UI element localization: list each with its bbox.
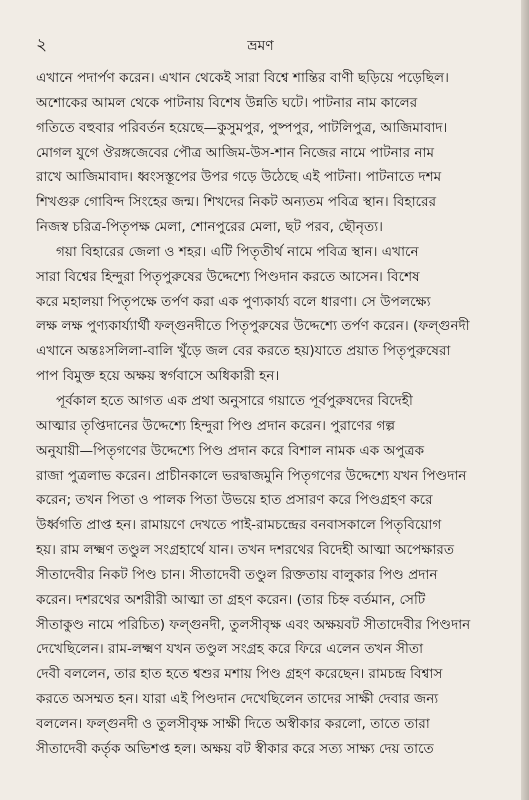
text-line: দেখেছিলেন। রাম-লক্ষ্মণ যখন তণ্ডুল সংগ্রহ করে ফিরে এলেন তখন সীতা xyxy=(36,641,424,658)
text-line: অনুযায়ী—পিতৃগণের উদ্দেশ্যে পিণ্ড প্রদান করে বিশাল নামক এক অপুত্রক xyxy=(36,442,425,459)
text-line: দেবী বললেন, তার হাত হতে শ্বশুর মশায় পিণ্ড গ্রহণ করেছেন। রামচন্দ্র বিশ্বাস xyxy=(36,666,443,683)
text-line: করতে অসম্মত হন। যারা এই পিণ্ডদান দেখেছিলেন তাদের সাক্ষী দেবার জন্য xyxy=(36,691,439,708)
page-number: ২ xyxy=(36,35,48,55)
text-line: করেন; তখন পিতা ও পালক পিতা উভয়ে হাত প্রসারণ করে পিণ্ডগ্রহণ করে xyxy=(36,492,433,509)
text-line: করেন। দশরথের অশরীরী আত্মা তা গ্রহণ করেন। (তার চিহ্ন বর্তমান, সেটি xyxy=(36,591,426,608)
text-line: গতিতে বহুবার পরিবর্তন হয়েছে—কুসুমপুর, পুষ্পপুর, পাটলিপুত্র, আজিমাবাদ। xyxy=(36,119,448,136)
text-line: করে মহালয়া পিতৃপক্ষে তর্পণ করা এক পুণ্যকার্য্য বলে ধারণা। সে উপলক্ষ্যে xyxy=(36,293,431,310)
text-line: সীতাদেবীর নিকট পিণ্ড চান। সীতাদেবী তণ্ডুল রিক্ততায় বালুকার পিণ্ড প্রদান xyxy=(36,566,438,583)
text-line: মোগল যুগে ঔরঙ্গজেবের পৌত্র আজিম-উস-শান নিজের নামে পাটনার নাম xyxy=(36,144,435,161)
page-edge xyxy=(521,0,529,800)
text-line: শিখগুরু গোবিন্দ সিংহের জন্ম। শিখদের নিকট অন্যতম পবিত্র স্থান। বিহারের xyxy=(36,194,437,211)
text-line: গয়া বিহারের জেলা ও শহর। এটি পিতৃতীর্থ নামে পবিত্র স্থান। এখানে xyxy=(56,243,419,260)
text-line: হয়। রাম লক্ষ্মণ তণ্ডুল সংগ্রহার্থে যান। তখন দশরথের বিদেহী আত্মা অপেক্ষারত xyxy=(36,542,455,559)
text-line: এখানে অন্তঃসলিলা-বালি খুঁড়ে জল বের করতে হয়)যাতে প্রয়াত পিতৃপুরুষেরা xyxy=(36,343,451,360)
text-line: পাপ বিমুক্ত হয়ে অক্ষয় স্বর্গবাসে অধিকারী হন। xyxy=(36,368,280,385)
text-line: বললেন। ফল্গুনদী ও তুলসীবৃক্ষ সাক্ষী দিতে অস্বীকার করলো, তাতে তারা xyxy=(36,715,430,732)
text-line: রাজা পুত্রলাভ করেন। প্রাচীনকালে ভরদ্বাজমুনি পিতৃগণের উদ্দেশ্যে যখন পিণ্ডদান xyxy=(36,467,467,484)
text-line: আত্মার তৃপ্তিদানের উদ্দেশ্যে হিন্দুরা পিণ্ড প্রদান করেন। পুরাণের গল্প xyxy=(36,417,396,434)
running-head: ভ্রমণ xyxy=(247,38,274,54)
text-line: সারা বিশ্বের হিন্দুরা পিতৃপুরুষের উদ্দেশ্যে পিণ্ডদান করতে আসেন। বিশেষ xyxy=(36,268,420,285)
text-line: সীতাকুণ্ড নামে পরিচিত) ফল্গুনদী, তুলসীবৃক্ষ এবং অক্ষয়বট সীতাদেবীর পিণ্ডদান xyxy=(36,616,471,633)
text-line: লক্ষ লক্ষ পুণ্যকার্য্যার্থী ফল্গুনদীতে পিতৃপুরুষের উদ্দেশ্যে তর্পণ করেন। (ফল্গুনদী xyxy=(36,318,470,335)
text-line: এখানে পদার্পণ করেন। এখান থেকেই সারা বিশ্বে শান্তির বাণী ছড়িয়ে পড়েছিল। xyxy=(36,70,450,86)
text-line: নিজস্ব চরিত্র-পিতৃপক্ষ মেলা, শোনপুরের মেলা, ছট পরব, ছৌনৃত্য। xyxy=(36,219,383,236)
body-text xyxy=(36,66,496,762)
text-line: অশোকের আমল থেকে পাটনায় বিশেষ উন্নতি ঘটে। পাটনার নাম কালের xyxy=(36,94,418,111)
text-line: পূর্বকাল হতে আগত এক প্রথা অনুসারে গয়াতে পূর্বপুরুষদের বিদেহী xyxy=(56,392,413,409)
text-line: সীতাদেবী কর্তৃক অভিশপ্ত হল। অক্ষয় বট স্বীকার করে সত্য সাক্ষ্য দেয় তাতে xyxy=(36,740,434,757)
text-line: উর্ধ্বগতি প্রাপ্ত হন। রামায়ণে দেখতে পাই-রামচন্দ্রের বনবাসকালে পিতৃবিয়োগ xyxy=(36,517,442,534)
text-line: রাখে আজিমাবাদ। ধ্বংসস্তূপের উপর গড়ে উঠেছে এই পাটনা। পাটনাতে দশম xyxy=(36,169,442,186)
